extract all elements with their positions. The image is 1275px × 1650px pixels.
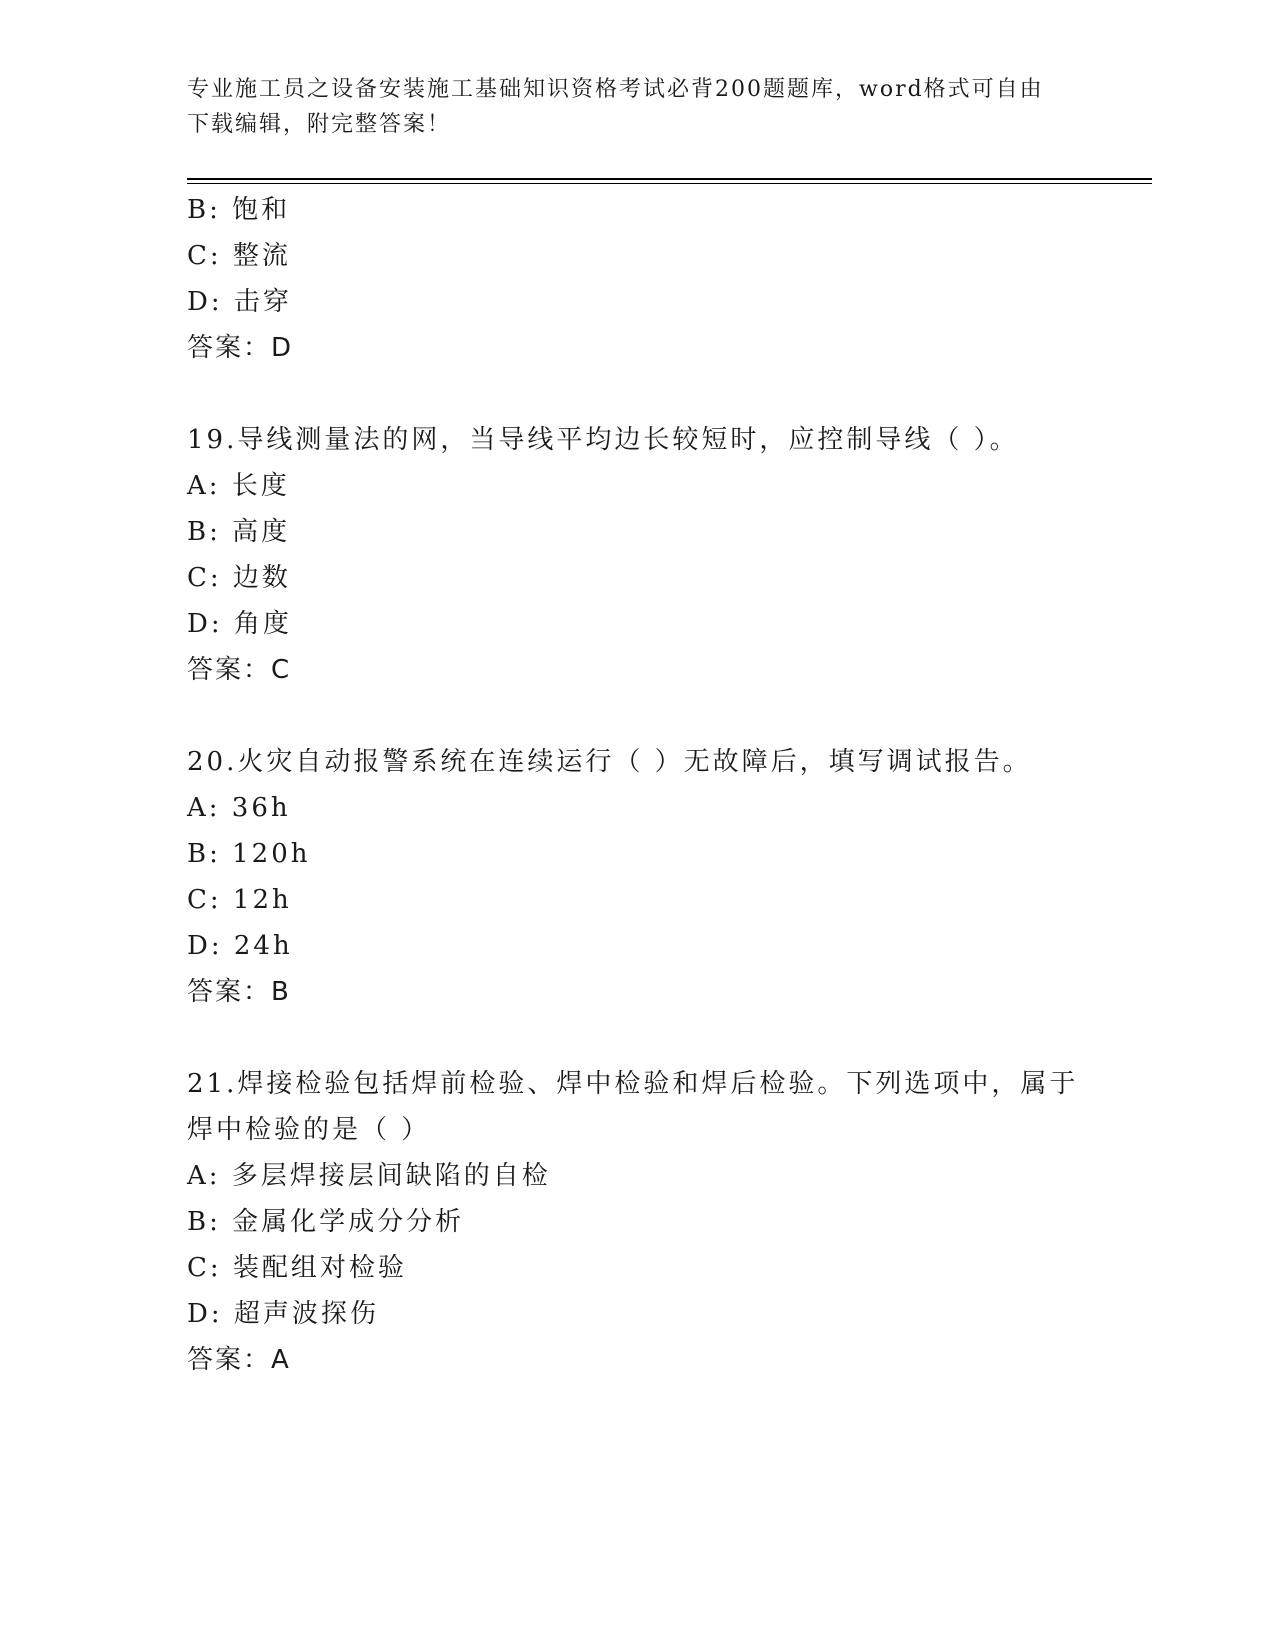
header-line-1: 专业施工员之设备安装施工基础知识资格考试必背200题题库，word格式可自由 (187, 77, 1044, 102)
question-content (187, 187, 1087, 1383)
option-d: D: 超声波探伤 (187, 1299, 379, 1329)
question-stem-line-2: 焊中检验的是（ ） (187, 1115, 431, 1145)
question-21 (187, 1061, 1087, 1383)
question-stem: 20.火灾自动报警系统在连续运行（ ）无故障后，填写调试报告。 (187, 747, 1032, 777)
option-c: C: 12h (187, 885, 292, 915)
option-c: C: 装配组对检验 (187, 1253, 407, 1283)
question-20 (187, 739, 1087, 1015)
question-stem-line-1: 21.焊接检验包括焊前检验、焊中检验和焊后检验。下列选项中，属于 (187, 1069, 1079, 1099)
question-18-tail (187, 187, 1087, 371)
option-a: A: 多层焊接层间缺陷的自检 (187, 1161, 551, 1191)
option-c: C: 整流 (187, 241, 291, 271)
header-line-2: 下载编辑，附完整答案！ (187, 112, 452, 137)
document-header (187, 72, 1067, 142)
option-d: D: 角度 (187, 609, 292, 639)
answer: 答案：A (187, 1345, 291, 1375)
option-a: A: 36h (187, 793, 291, 823)
header-divider-thin (187, 183, 1152, 184)
question-stem: 19.导线测量法的网，当导线平均边长较短时，应控制导线（ ）。 (187, 425, 1019, 455)
answer: 答案：D (187, 333, 294, 363)
header-divider-thick (187, 178, 1152, 180)
option-c: C: 边数 (187, 563, 291, 593)
option-b: B: 金属化学成分分析 (187, 1207, 465, 1237)
answer: 答案：C (187, 655, 292, 685)
option-a: A: 长度 (187, 471, 290, 501)
option-d: D: 击穿 (187, 287, 292, 317)
option-b: B: 饱和 (187, 195, 291, 225)
option-b: B: 120h (187, 839, 311, 869)
answer: 答案：B (187, 977, 291, 1007)
option-d: D: 24h (187, 931, 293, 961)
option-b: B: 高度 (187, 517, 291, 547)
question-19 (187, 417, 1087, 693)
